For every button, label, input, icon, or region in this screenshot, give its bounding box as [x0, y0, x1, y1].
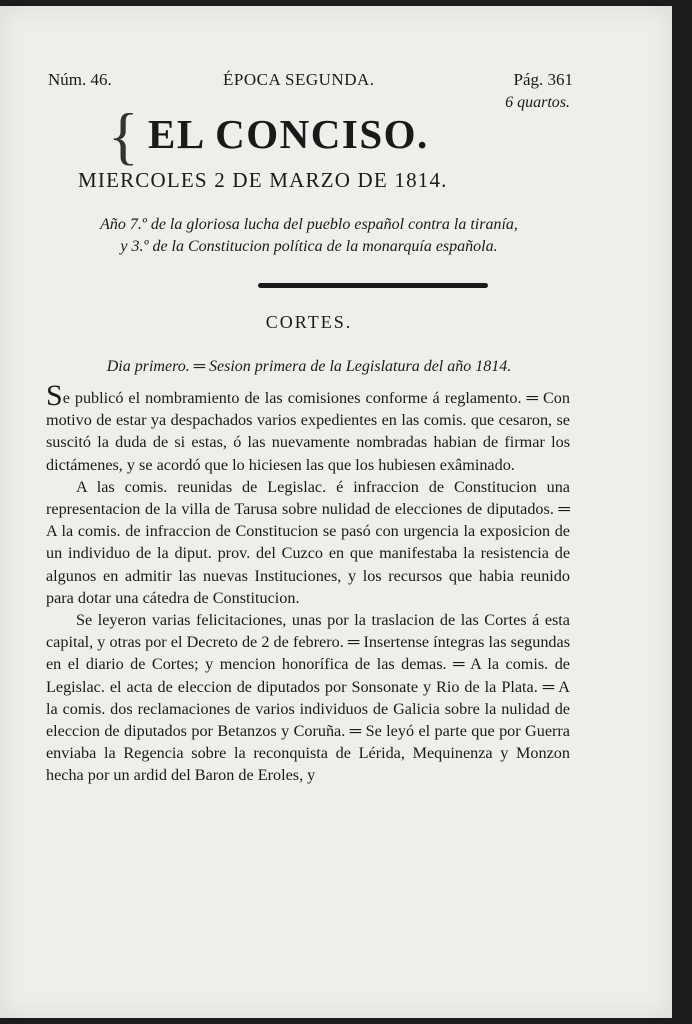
paragraph-1-text: e publicó el nombramiento de las comisiones conforme á reglamento. ═ Con motivo de estar ya despachados varios expedientes en las comis. que cesaron, se suscitó la duda de si estas, ó las nuevamente nombradas habian de firmar los dictámenes, y se acordó que lo hiciesen las que los hubiesen exâminado.: [46, 389, 570, 474]
article-body: [46, 379, 570, 787]
session-line: Dia primero. ═ Sesion primera de la Legislatura del año 1814.: [106, 358, 512, 375]
masthead-header: [48, 70, 573, 94]
paragraph-2: A las comis. reunidas de Legislac. é infraccion de Constitucion una representacion de la villa de Tarusa sobre nulidad de elecciones de diputados. ═ A la comis. de infraccion de Constitucion se pasó con urgencia la exposicion de un individuo de la diput. prov. del Cuzco en que manifestaba la resistencia de algunos en admitir las nuevas Instituciones, y los recursos que habia reunido para dotar una cátedra de Constitucion.: [46, 477, 570, 607]
paragraph-1: [46, 379, 570, 476]
newspaper-page: [0, 6, 672, 1018]
epoch-label: ÉPOCA SEGUNDA.: [223, 70, 375, 89]
issue-number: Núm. 46.: [48, 70, 112, 89]
ornamental-rule: [258, 283, 488, 288]
brace-ornament: {: [108, 100, 139, 171]
section-heading: CORTES.: [265, 312, 353, 332]
paragraph-3: Se leyeron varias felicitaciones, unas por la traslacion de las Cortes á esta capital, y otras por el Decreto de 2 de febrero. ═ Insertense íntegras las segundas en el diario de Cortes; y mencion honorífica de las demas. ═ A la comis. de Legislac. el acta de eleccion de diputados por Sonsonate y Rio de la Plata. ═ A la comis. dos reclamaciones de varios individuos de Galicia sobre la nulidad de eleccion de diputados por Betanzos y Coruña. ═ Se leyó el parte que por Guerra enviaba la Regencia sobre la reconquista de Lérida, Mequinenza y Monzon hecha por un ardid del Baron de Eroles, y: [46, 611, 570, 785]
page-number: Pág. 361: [513, 70, 573, 89]
newspaper-title: EL CONCISO.: [148, 111, 429, 157]
subtitle-line-1: Año 7.º de la gloriosa lucha del pueblo español contra la tiranía,: [100, 216, 518, 233]
issue-date: MIERCOLES 2 DE MARZO DE 1814.: [78, 168, 448, 192]
subtitle-line-2: y 3.º de la Constitucion política de la monarquía española.: [120, 238, 498, 255]
price-label: 6 quartos.: [505, 94, 570, 111]
drop-cap: S: [46, 379, 63, 412]
